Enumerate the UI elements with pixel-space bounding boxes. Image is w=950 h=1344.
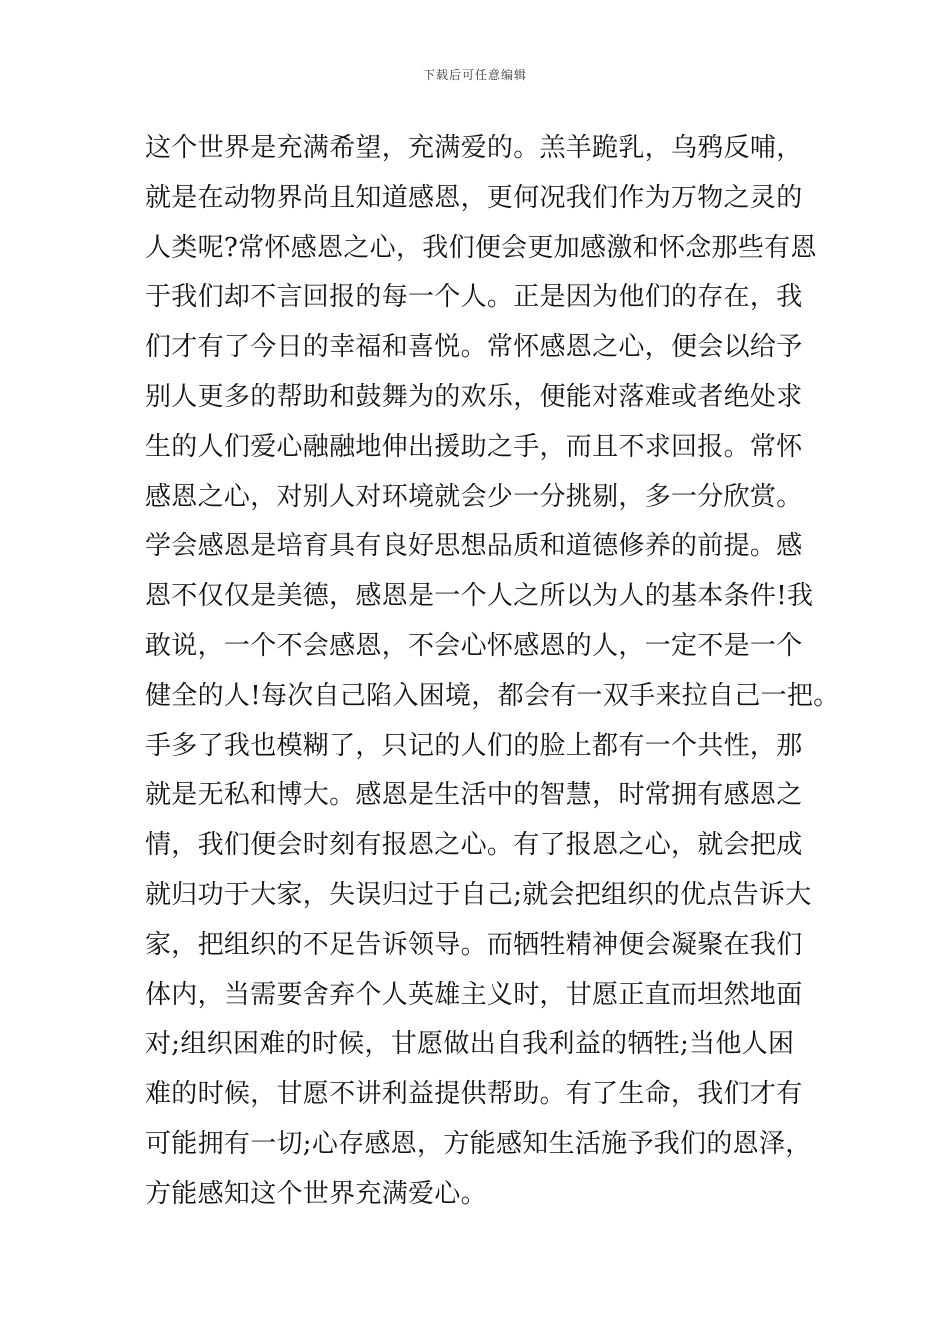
text-line: 别人更多的帮助和鼓舞为的欢乐，便能对落难或者绝处求 — [145, 381, 803, 412]
text-line: 恩不仅仅是美德，感恩是一个人之所以为人的基本条件!我 — [145, 581, 814, 612]
text-line: 手多了我也模糊了，只记的人们的脸上都有一个共性，那 — [145, 730, 803, 761]
text-line: 人类呢?常怀感恩之心，我们便会更加感激和怀念那些有恩 — [145, 232, 817, 263]
text-line: 生的人们爱心融融地伸出援助之手，而且不求回报。常怀 — [145, 431, 803, 462]
text-line: 就归功于大家，失误归过于自己;就会把组织的优点告诉大 — [145, 879, 812, 910]
text-line: 学会感恩是培育具有良好思想品质和道德修养的前提。感 — [145, 531, 803, 562]
text-line: 可能拥有一切;心存感恩，方能感知生活施予我们的恩泽， — [145, 1128, 812, 1159]
text-line: 难的时候，甘愿不讲利益提供帮助。有了生命，我们才有 — [145, 1079, 803, 1110]
text-line: 们才有了今日的幸福和喜悦。常怀感恩之心，便会以给予 — [145, 332, 803, 363]
page-header: 下载后可任意编辑 — [422, 68, 527, 82]
text-line: 就是在动物界尚且知道感恩，更何况我们作为万物之灵的 — [145, 182, 803, 213]
body-text — [145, 124, 840, 1220]
text-line: 就是无私和博大。感恩是生活中的智慧，时常拥有感恩之 — [145, 780, 803, 811]
text-line: 感恩之心，对别人对环境就会少一分挑剔，多一分欣赏。 — [145, 481, 803, 512]
text-line: 敢说，一个不会感恩，不会心怀感恩的人，一定不是一个 — [145, 630, 803, 661]
text-line: 于我们却不言回报的每一个人。正是因为他们的存在，我 — [145, 282, 803, 313]
text-line: 方能感知这个世界充满爱心。 — [145, 1178, 487, 1209]
text-line: 对;组织困难的时候，甘愿做出自我利益的牺牲;当他人困 — [145, 1029, 795, 1060]
text-line: 家，把组织的不足告诉领导。而牺牲精神便会凝聚在我们 — [145, 929, 803, 960]
text-line: 健全的人!每次自己陷入困境，都会有一双手来拉自己一把。 — [145, 680, 840, 711]
text-line: 这个世界是充满希望，充满爱的。羔羊跪乳，乌鸦反哺， — [145, 133, 803, 163]
text-line: 体内，当需要舍弃个人英雄主义时，甘愿正直而坦然地面 — [145, 979, 803, 1010]
text-line: 情，我们便会时刻有报恩之心。有了报恩之心，就会把成 — [145, 830, 803, 861]
